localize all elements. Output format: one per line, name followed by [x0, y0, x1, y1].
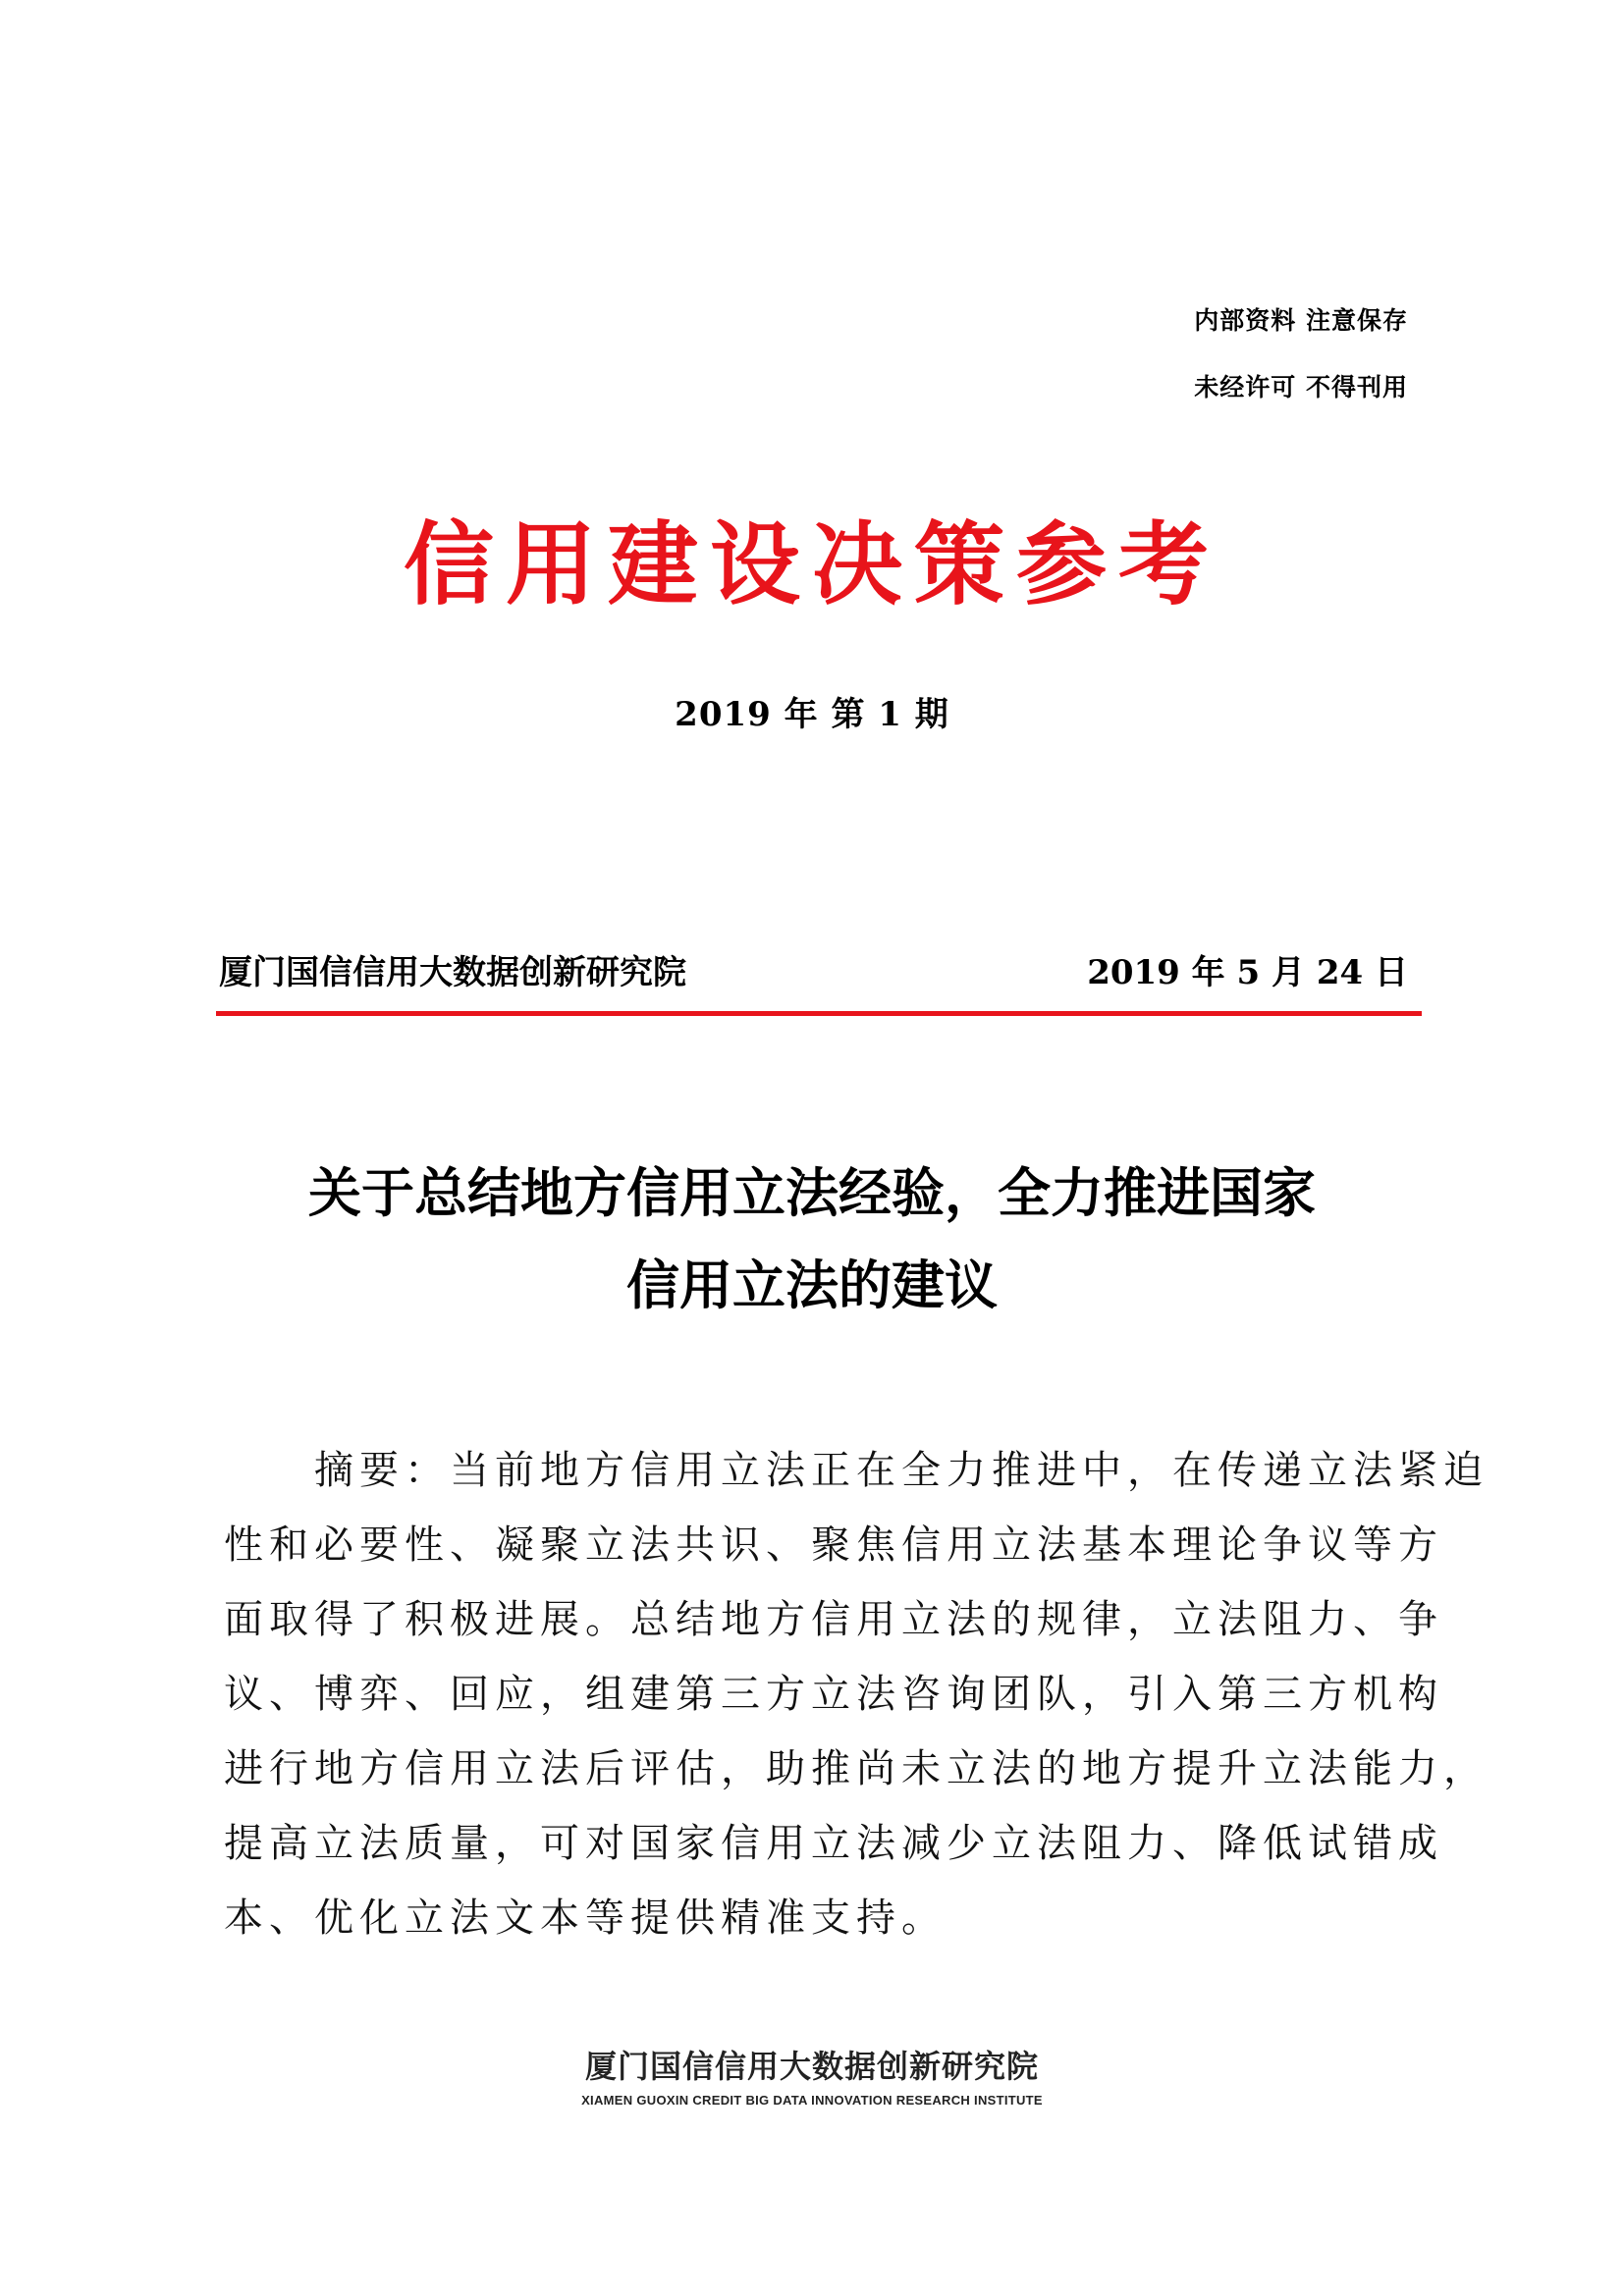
internal-notice: 内部资料 注意保存: [1194, 306, 1408, 335]
abstract-line: 面取得了积极进展。总结地方信用立法的规律，立法阻力、争: [224, 1597, 1443, 1642]
article-title: [0, 1147, 1624, 1331]
logo-name-en: XIAMEN GUOXIN CREDIT BIG DATA INNOVATION RESEARCH INSTITUTE: [581, 2093, 1043, 2108]
publication-date: 2019 年 5 月 24 日: [1087, 953, 1408, 992]
article-abstract: [224, 1433, 1489, 1955]
copyright-notice: 未经许可 不得刊用: [1194, 373, 1408, 401]
institution-name: 厦门国信信用大数据创新研究院: [219, 953, 686, 992]
logo-name-cn: 厦门国信信用大数据创新研究院: [584, 2048, 1039, 2085]
publication-masthead: 信用建设决策参考: [403, 512, 1220, 617]
abstract-line: 本、优化立法文本等提供精准支持。: [224, 1896, 947, 1941]
article-title-line: 信用立法的建议: [626, 1254, 998, 1316]
abstract-line: 进行地方信用立法后评估，助推尚未立法的地方提升立法能力，: [224, 1746, 1489, 1791]
header-divider: [216, 1011, 1422, 1016]
institution-logo: [0, 2042, 1624, 2108]
abstract-line: 议、博弈、回应，组建第三方立法咨询团队，引入第三方机构: [224, 1672, 1443, 1717]
issue-number: 2019 年 第 1 期: [675, 695, 949, 734]
abstract-line: 摘要：当前地方信用立法正在全力推进中，在传递立法紧迫: [224, 1448, 1489, 1493]
article-title-line: 关于总结地方信用立法经验，全力推进国家: [308, 1161, 1316, 1224]
abstract-line: 提高立法质量，可对国家信用立法减少立法阻力、降低试错成: [224, 1821, 1443, 1866]
abstract-line: 性和必要性、凝聚立法共识、聚焦信用立法基本理论争议等方: [224, 1522, 1443, 1568]
